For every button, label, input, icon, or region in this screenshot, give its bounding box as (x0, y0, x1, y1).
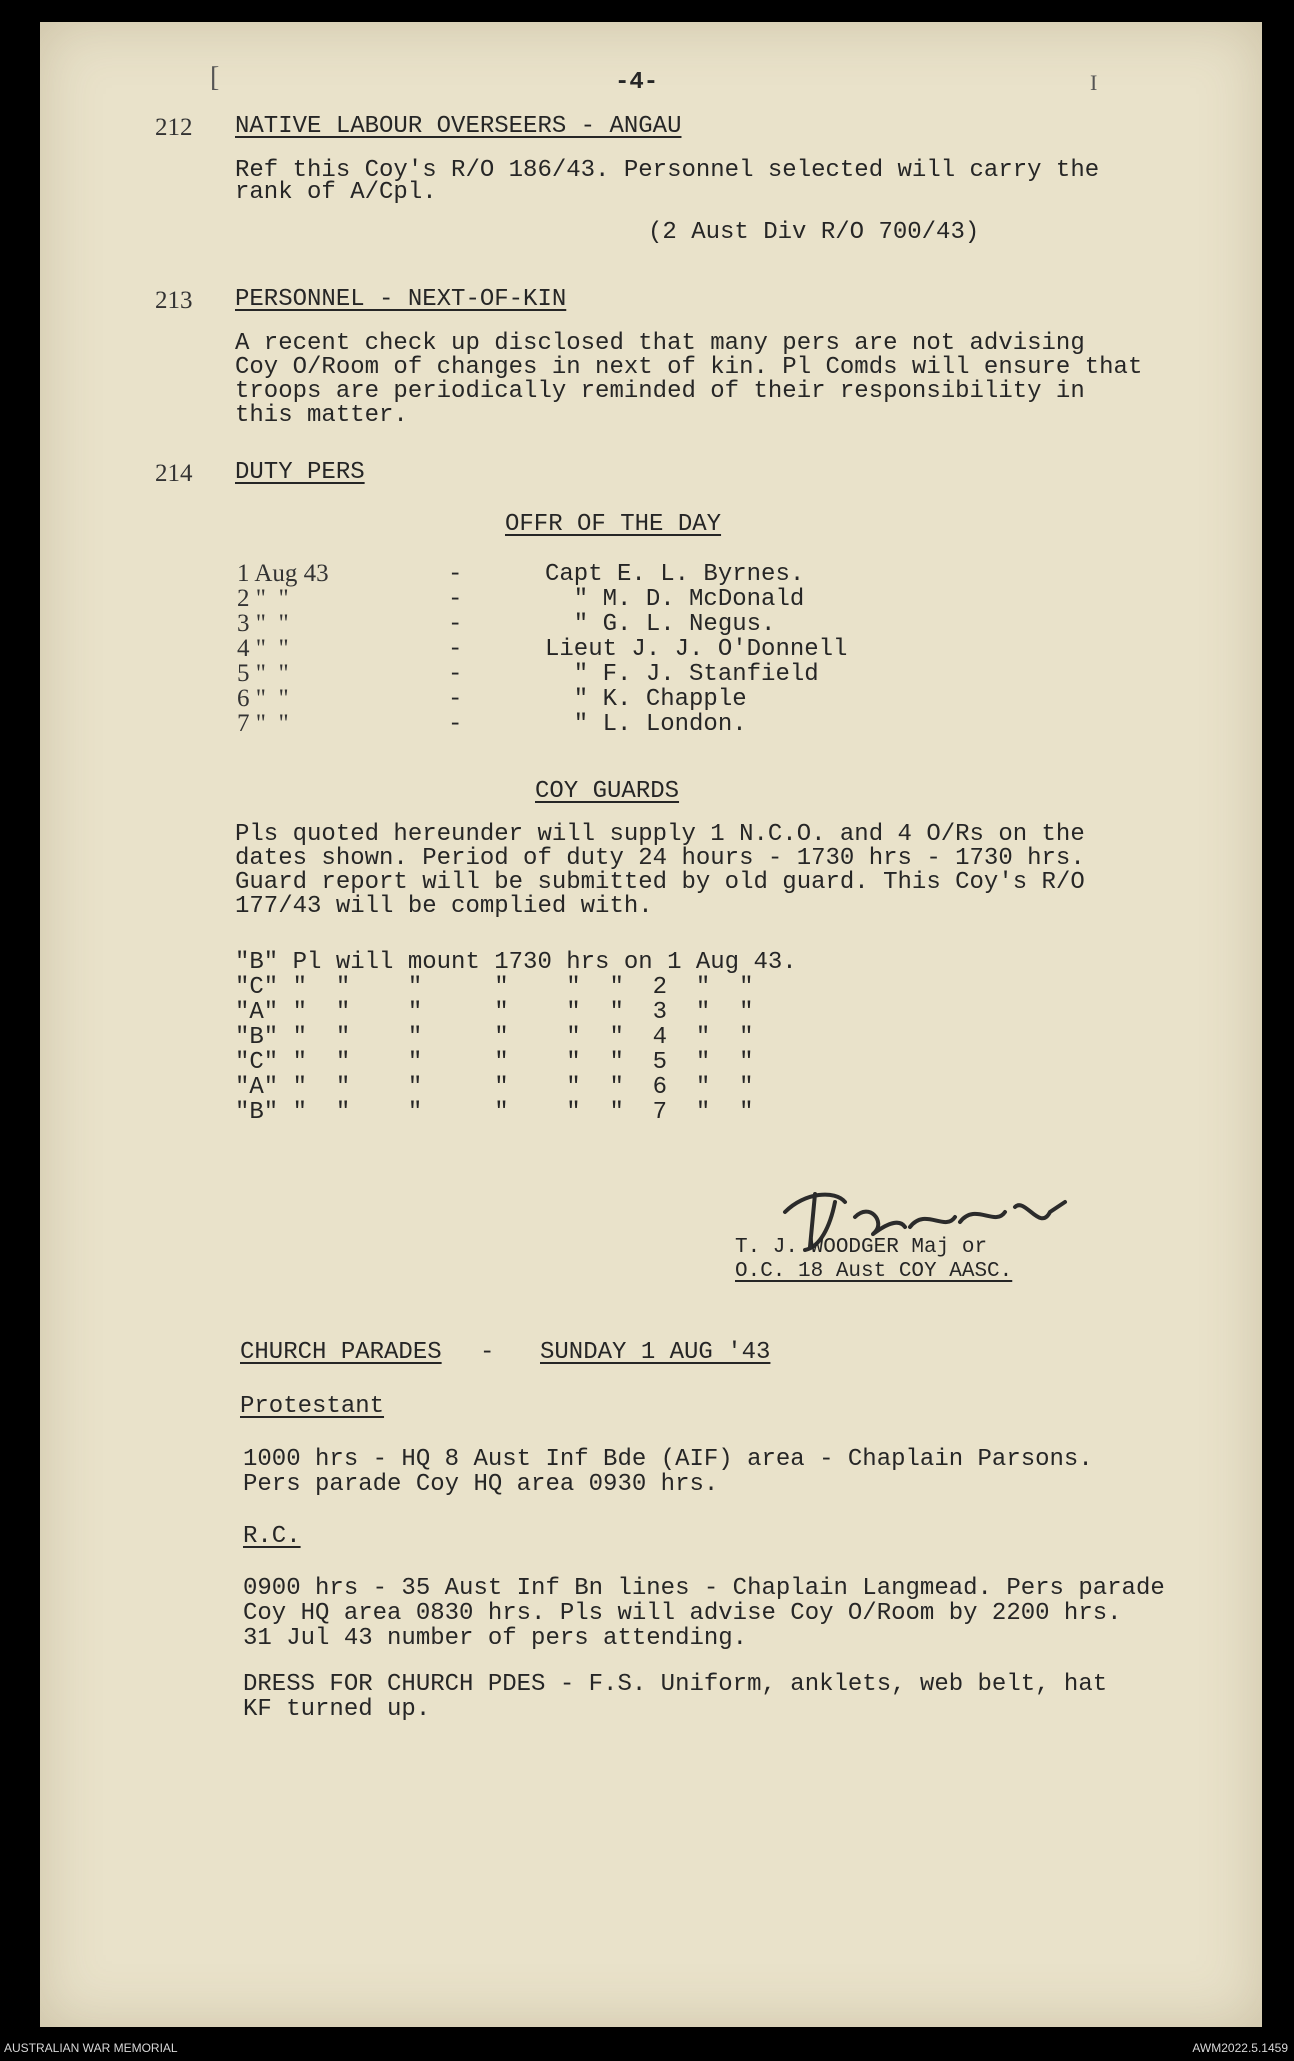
signature-name-line: T. J. WOODGER Maj or (735, 1236, 988, 1259)
church-date-heading: SUNDAY 1 AUG '43 (540, 1339, 771, 1366)
coy-guards-body-line: dates shown. Period of duty 24 hours - 1730 hrs - 1730 hrs. (235, 845, 1085, 872)
church-heading: CHURCH PARADES (240, 1339, 442, 1366)
offr-date: 4 " " (237, 635, 289, 662)
guard-row: "A" " " " " " " 3 " " (235, 999, 754, 1026)
guard-row: "C" " " " " " " 2 " " (235, 974, 754, 1001)
rc-line: 31 Jul 43 number of pers attending. (243, 1625, 748, 1652)
protestant-line: Pers parade Coy HQ area 0930 hrs. (243, 1471, 719, 1498)
offr-name: " F. J. Stanfield (545, 661, 819, 688)
section-number-213: 213 (155, 287, 193, 314)
coy-guards-body-line: 177/43 will be complied with. (235, 893, 653, 920)
church-dash: - (480, 1339, 495, 1366)
section-number-212: 212 (155, 114, 193, 141)
guard-row: "B" " " " " " " 7 " " (235, 1099, 754, 1126)
coy-guards-body-line: Guard report will be submitted by old guard. This Coy's R/O (235, 869, 1085, 896)
offr-dash: - (448, 561, 463, 588)
section-body-line: rank of A/Cpl. (235, 179, 437, 206)
section-reference: (2 Aust Div R/O 700/43) (648, 219, 980, 246)
coy-guards-heading: COY GUARDS (535, 778, 680, 805)
section-heading-212: NATIVE LABOUR OVERSEERS - ANGAU (235, 113, 682, 140)
page-number: -4- (615, 69, 659, 96)
guard-row: "B" Pl will mount 1730 hrs on 1 Aug 43. (235, 949, 797, 976)
section-body-line: A recent check up disclosed that many pers are not advising (235, 330, 1085, 357)
signature-title-line: O.C. 18 Aust COY AASC. (735, 1260, 1013, 1283)
section-heading-213: PERSONNEL - NEXT-OF-KIN (235, 286, 567, 313)
offr-name: " M. D. McDonald (545, 586, 805, 613)
rc-heading: R.C. (243, 1523, 301, 1550)
offr-of-day-heading: OFFR OF THE DAY (505, 511, 722, 538)
offr-dash: - (448, 636, 463, 663)
section-body-line: Coy O/Room of changes in next of kin. Pl Comds will ensure that (235, 354, 1143, 381)
offr-dash: - (448, 711, 463, 738)
guard-row: "A" " " " " " " 6 " " (235, 1074, 754, 1101)
corner-mark-right: I (1090, 70, 1098, 95)
offr-date: 1 Aug 43 (237, 560, 329, 587)
offr-date: 7 " " (237, 710, 289, 737)
protestant-line: 1000 hrs - HQ 8 Aust Inf Bde (AIF) area - Chaplain Parsons. (243, 1446, 1093, 1473)
footer-accession-number: AWM2022.5.1459 (1192, 2041, 1288, 2055)
section-body-line: this matter. (235, 402, 408, 429)
document-page (40, 22, 1262, 2027)
offr-name: " K. Chapple (545, 686, 747, 713)
section-heading-214: DUTY PERS (235, 459, 365, 486)
section-number-214: 214 (155, 460, 193, 487)
offr-dash: - (448, 611, 463, 638)
section-body-line: troops are periodically reminded of their responsibility in (235, 378, 1085, 405)
protestant-heading: Protestant (240, 1393, 385, 1420)
rc-line: 0900 hrs - 35 Aust Inf Bn lines - Chaplain Langmead. Pers parade (243, 1575, 1165, 1602)
offr-name: " G. L. Negus. (545, 611, 776, 638)
coy-guards-body-line: Pls quoted hereunder will supply 1 N.C.O. and 4 O/Rs on the (235, 821, 1085, 848)
dress-line: DRESS FOR CHURCH PDES - F.S. Uniform, anklets, web belt, hat (243, 1671, 1108, 1698)
offr-date: 3 " " (237, 610, 289, 637)
guard-row: "C" " " " " " " 5 " " (235, 1049, 754, 1076)
offr-dash: - (448, 686, 463, 713)
offr-date: 5 " " (237, 660, 289, 687)
offr-name: Lieut J. J. O'Donnell (545, 636, 848, 663)
corner-mark-left: [ (210, 62, 220, 93)
offr-date: 2 " " (237, 585, 289, 612)
section-body-line: Ref this Coy's R/O 186/43. Personnel selected will carry the (235, 157, 1100, 184)
offr-dash: - (448, 586, 463, 613)
offr-name: Capt E. L. Byrnes. (545, 561, 805, 588)
offr-date: 6 " " (237, 685, 289, 712)
offr-name: " L. London. (545, 711, 747, 738)
guard-row: "B" " " " " " " 4 " " (235, 1024, 754, 1051)
footer-archive-name: AUSTRALIAN WAR MEMORIAL (4, 2041, 178, 2055)
dress-line: KF turned up. (243, 1696, 431, 1723)
offr-dash: - (448, 661, 463, 688)
rc-line: Coy HQ area 0830 hrs. Pls will advise Coy O/Room by 2200 hrs. (243, 1600, 1122, 1627)
